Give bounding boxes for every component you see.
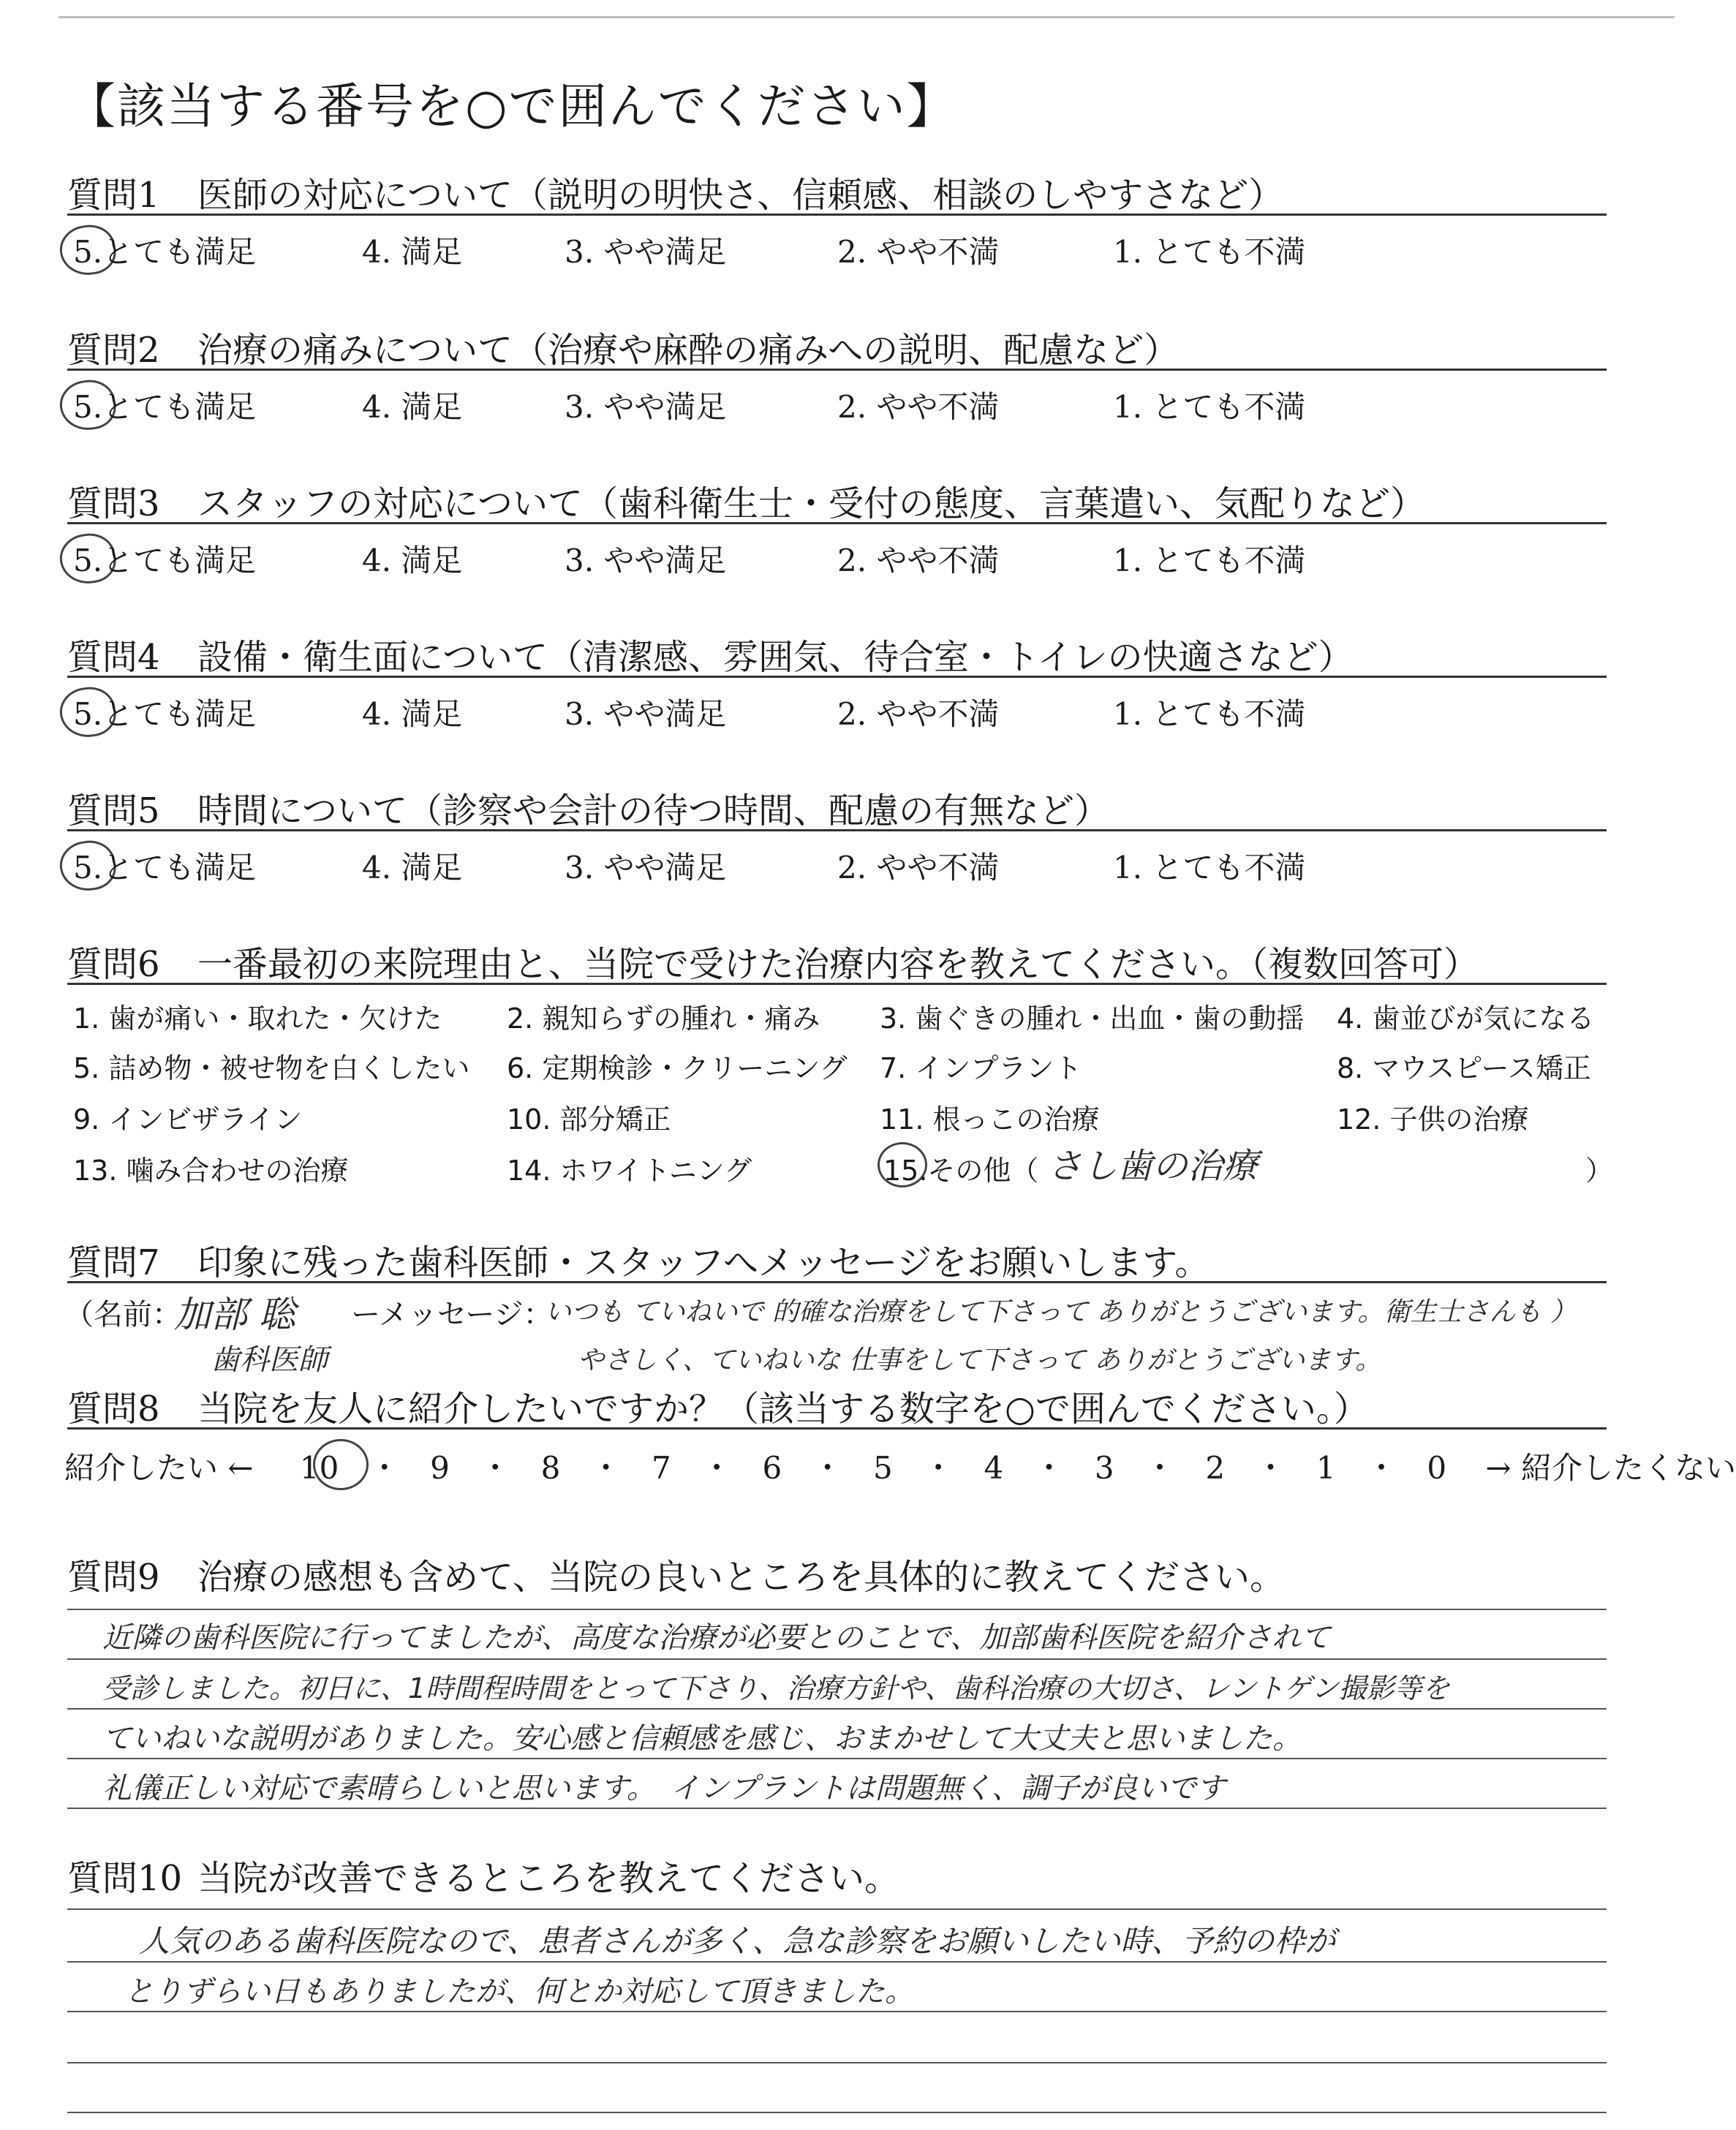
question-rule <box>67 214 1607 216</box>
answer-line: 受診しました。初日に、1時間程時間をとって下さり、治療方針や、歯科治療の大切さ、レントゲン撮影等を <box>102 1672 1450 1704</box>
reason-item[interactable]: 9. インビザライン <box>73 1103 303 1136</box>
question-2 <box>67 322 1179 372</box>
question-number: 質問7 <box>67 1242 160 1283</box>
option-5[interactable]: 5.とても満足 <box>73 234 257 270</box>
reason-item-other[interactable]: 15.その他（ <box>883 1155 1039 1187</box>
answer-rule <box>67 1908 1607 1910</box>
reason-item[interactable]: 3. 歯ぐきの腫れ・出血・歯の動揺 <box>880 1002 1305 1035</box>
option-1[interactable]: 1. とても不満 <box>1113 543 1306 578</box>
question-rule <box>67 1281 1607 1283</box>
answer-line: とりずらい日もありましたが、何とか対応して頂きました。 <box>124 1975 914 2009</box>
message-label: ーメッセージ： <box>351 1298 553 1332</box>
answer-line: 近隣の歯科医院に行ってましたが、高度な治療が必要とのことで、加部歯科医院を紹介されて <box>102 1621 1331 1655</box>
answer-rule <box>67 1808 1607 1809</box>
answer-rule <box>67 1658 1607 1660</box>
option-5[interactable]: 5.とても満足 <box>73 389 257 425</box>
top-border <box>59 16 1675 18</box>
answer-line: 礼儀正しい対応で素晴らしいと思います。 インプラントは問題無く、調子が良いです <box>102 1772 1226 1805</box>
scale-value-10[interactable]: 10 <box>299 1450 339 1486</box>
option-2[interactable]: 2. やや不満 <box>837 543 1000 578</box>
question-text: 時間について（診察や会計の待つ時間、配慮の有無など） <box>197 790 1110 831</box>
question-text: 治療の痛みについて（治療や麻酔の痛みへの説明、配慮など） <box>197 330 1180 371</box>
question-rule <box>67 983 1607 985</box>
scale-value-6[interactable]: 6 <box>762 1450 782 1486</box>
question-text: 当院を友人に紹介したいですか？（該当する数字を○で囲んでください。） <box>197 1389 1369 1430</box>
scale-separator: ・ <box>1033 1450 1065 1486</box>
question-text: 当院が改善できるところを教えてください。 <box>197 1858 900 1899</box>
scale-separator: ・ <box>480 1450 511 1486</box>
scale-separator: ・ <box>1365 1450 1397 1486</box>
other-reason-handwritten: さし歯の治療 <box>1047 1146 1258 1187</box>
scale-separator: ・ <box>369 1450 400 1486</box>
question-text: 一番最初の来院理由と、当院で受けた治療内容を教えてください。（複数回答可） <box>197 944 1479 985</box>
reason-item[interactable]: 5. 詰め物・被せ物を白くしたい <box>73 1052 470 1084</box>
answer-line: ていねいな説明がありました。安心感と信頼感を感じ、おまかせして大丈夫と思いました。 <box>102 1722 1302 1756</box>
reason-item[interactable]: 13. 噛み合わせの治療 <box>73 1155 349 1187</box>
option-3[interactable]: 3. やや満足 <box>565 234 727 270</box>
question-text: 医師の対応について（説明の明快さ、信頼感、相談のしやすさなど） <box>197 175 1284 216</box>
question-9 <box>67 1549 1285 1599</box>
scale-right-label: → 紹介したくない <box>1485 1450 1736 1486</box>
option-3[interactable]: 3. やや満足 <box>565 389 727 425</box>
question-5 <box>67 782 1109 833</box>
option-2[interactable]: 2. やや不満 <box>837 234 1000 270</box>
question-number: 質問9 <box>67 1557 160 1598</box>
answer-rule <box>67 2011 1607 2012</box>
option-1[interactable]: 1. とても不満 <box>1113 234 1306 270</box>
scale-separator: ・ <box>590 1450 622 1486</box>
scale-value-7[interactable]: 7 <box>652 1450 671 1486</box>
option-3[interactable]: 3. やや満足 <box>565 850 727 885</box>
scale-value-3[interactable]: 3 <box>1094 1450 1114 1486</box>
answer-rule <box>67 2112 1607 2113</box>
question-number: 質問8 <box>67 1389 160 1430</box>
question-number: 質問10 <box>67 1858 183 1899</box>
other-close-paren: ） <box>1585 1155 1614 1187</box>
option-5[interactable]: 5.とても満足 <box>73 850 257 885</box>
scale-separator: ・ <box>923 1450 954 1486</box>
option-1[interactable]: 1. とても不満 <box>1113 696 1306 732</box>
option-1[interactable]: 1. とても不満 <box>1113 389 1306 425</box>
question-text: 設備・衛生面について（清潔感、雰囲気、待合室・トイレの快適さなど） <box>197 637 1354 678</box>
option-2[interactable]: 2. やや不満 <box>837 696 1000 732</box>
answer-rule <box>67 1609 1607 1610</box>
staff-role-handwritten: 歯科医師 <box>211 1343 328 1377</box>
question-4 <box>67 629 1354 679</box>
answer-rule <box>67 1758 1607 1759</box>
answer-line: 人気のある歯科医院なので、患者さんが多く、急な診察をお願いしたい時、予約の枠が <box>139 1923 1336 1959</box>
option-3[interactable]: 3. やや満足 <box>565 543 727 578</box>
question-number: 質問4 <box>67 637 160 678</box>
scale-value-2[interactable]: 2 <box>1205 1450 1226 1486</box>
reason-item[interactable]: 12. 子供の治療 <box>1337 1103 1529 1136</box>
reason-item[interactable]: 1. 歯が痛い・取れた・欠けた <box>73 1002 442 1035</box>
option-2[interactable]: 2. やや不満 <box>837 389 1000 425</box>
scale-left-label: 紹介したい ← <box>64 1450 254 1486</box>
question-text: 印象に残った歯科医師・スタッフへメッセージをお願いします。 <box>197 1242 1210 1283</box>
question-7 <box>67 1234 1209 1285</box>
reason-item[interactable]: 4. 歯並びが気になる <box>1337 1002 1595 1035</box>
reason-item[interactable]: 11. 根っこの治療 <box>880 1103 1100 1136</box>
scale-separator: ・ <box>1144 1450 1176 1486</box>
scale-value-0[interactable]: 0 <box>1427 1450 1447 1486</box>
answer-rule <box>67 2062 1607 2063</box>
question-number: 質問3 <box>67 483 160 524</box>
question-3 <box>67 475 1425 526</box>
question-1 <box>67 167 1283 217</box>
question-number: 質問1 <box>67 175 160 216</box>
question-number: 質問2 <box>67 330 160 371</box>
scale-separator: ・ <box>701 1450 733 1486</box>
question-text: 治療の感想も含めて、当院の良いところを具体的に教えてください。 <box>197 1557 1286 1598</box>
scale-separator: ・ <box>812 1450 843 1486</box>
scale-value-5[interactable]: 5 <box>872 1450 893 1486</box>
message-line-1: いつも ていねいで 的確な治療をして下さって ありがとうございます。衛生士さんも ） <box>545 1297 1577 1327</box>
option-4[interactable]: 4. 満足 <box>362 389 463 425</box>
reason-item[interactable]: 2. 親知らずの腫れ・痛み <box>507 1002 820 1035</box>
option-4[interactable]: 4. 満足 <box>362 543 463 578</box>
scale-value-9[interactable]: 9 <box>430 1450 450 1486</box>
scale-value-8[interactable]: 8 <box>540 1450 561 1486</box>
option-2[interactable]: 2. やや不満 <box>837 850 1000 885</box>
question-rule <box>67 676 1607 678</box>
option-1[interactable]: 1. とても不満 <box>1113 850 1306 885</box>
option-5[interactable]: 5.とても満足 <box>73 543 257 578</box>
option-4[interactable]: 4. 満足 <box>362 234 463 270</box>
option-4[interactable]: 4. 満足 <box>362 850 463 885</box>
question-text: スタッフの対応について（歯科衛生士・受付の態度、言葉遣い、気配りなど） <box>197 483 1426 524</box>
question-rule <box>67 829 1607 831</box>
question-8 <box>67 1381 1369 1431</box>
message-line-2: やさしく、ていねいな 仕事をして下さって ありがとうございます。 <box>578 1345 1382 1375</box>
scale-value-1[interactable]: 1 <box>1316 1450 1336 1486</box>
reason-item[interactable]: 8. マウスピース矯正 <box>1337 1052 1591 1084</box>
question-rule <box>67 1427 1607 1430</box>
option-4[interactable]: 4. 満足 <box>362 696 463 732</box>
reason-item[interactable]: 10. 部分矯正 <box>507 1103 671 1136</box>
question-10 <box>67 1850 899 1900</box>
reason-item[interactable]: 14. ホワイトニング <box>507 1155 752 1187</box>
instruction-header: 【該当する番号を○で囲んでください】 <box>67 78 956 135</box>
question-number: 質問5 <box>67 790 160 831</box>
answer-rule <box>67 1961 1607 1963</box>
question-6 <box>67 936 1479 986</box>
option-3[interactable]: 3. やや満足 <box>565 696 727 732</box>
reason-item[interactable]: 6. 定期検診・クリーニング <box>507 1052 848 1084</box>
option-5[interactable]: 5.とても満足 <box>73 696 257 732</box>
selected-circle-mark <box>313 1439 369 1490</box>
question-rule <box>67 522 1607 524</box>
name-label: （名前： <box>64 1298 181 1332</box>
staff-name-handwritten: 加部 聡 <box>174 1294 295 1336</box>
scale-separator: ・ <box>1255 1450 1286 1486</box>
answer-rule <box>67 1708 1607 1710</box>
scale-value-4[interactable]: 4 <box>984 1450 1004 1486</box>
question-rule <box>67 369 1607 371</box>
reason-item[interactable]: 7. インプラント <box>880 1052 1082 1084</box>
question-number: 質問6 <box>67 944 160 985</box>
